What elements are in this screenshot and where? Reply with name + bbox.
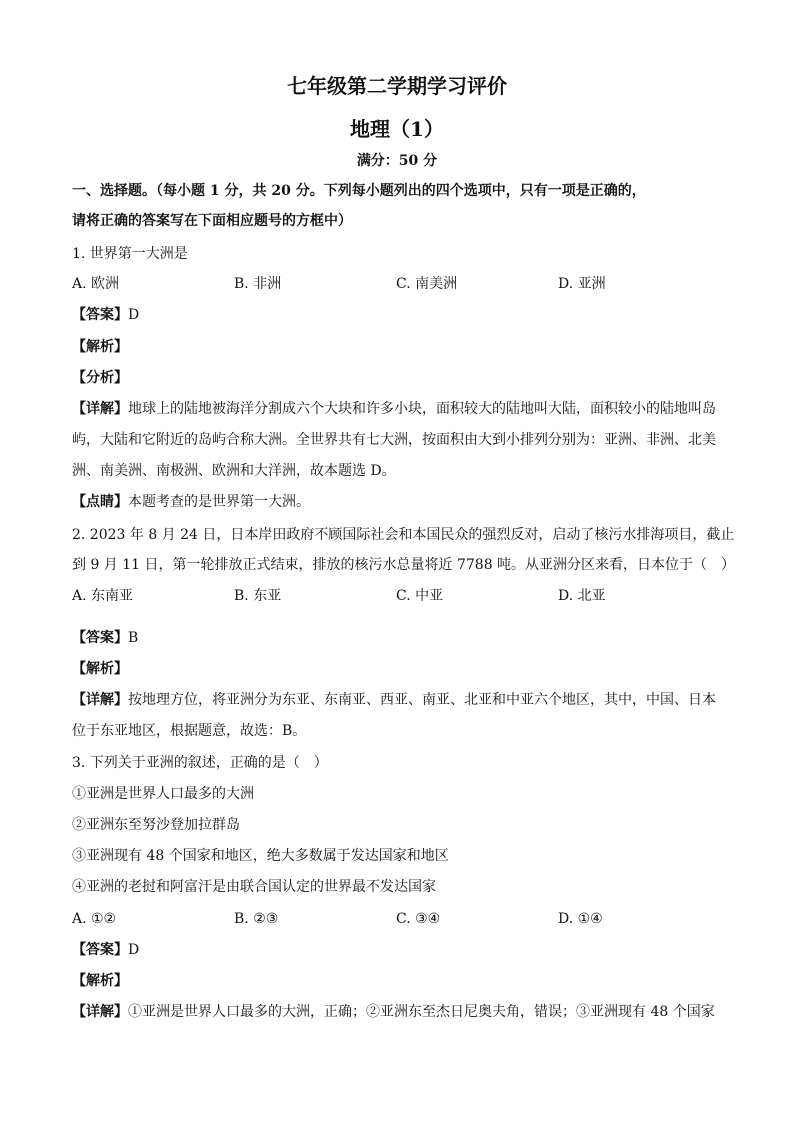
q3-detail-line1 <box>72 1002 732 1022</box>
comment-text: 本题考查的是世界第一大洲。 <box>128 494 310 510</box>
q2-stem-line2: 到 9 月 11 日，第一轮排放正式结束，排放的核污水总量将近 7788 吨。从亚洲分区来看，日本位于（ ） <box>72 557 736 573</box>
q3-answer <box>72 940 732 960</box>
q1-detail-line1 <box>72 399 732 419</box>
detail-text: 地球上的陆地被海洋分割成六个大块和许多小块，面积较大的陆地叫大陆，面积较小的陆地叫岛 <box>128 401 716 417</box>
q1-answer <box>72 305 732 325</box>
comment-tag: 【点睛】 <box>72 494 128 510</box>
q2-stem-line1: 2. 2023 年 8 月 24 日，日本岸田政府不顾国际社会和本国民众的强烈反对，启动了核污水排海项目，截止 <box>72 527 735 543</box>
section-instructions-line1: 一、选择题。（每小题 1 分，共 20 分。下列每小题列出的四个选项中，只有一项是正确的， <box>72 183 646 199</box>
q2-analysis-tag <box>72 659 732 679</box>
analysis-tag: 【解析】 <box>72 339 128 355</box>
q1-stem: 1. 世界第一大洲是 <box>72 246 188 262</box>
q3-option-b: B. ②③ <box>234 911 279 927</box>
q3-item-2: ②亚洲东至努沙登加拉群岛 <box>72 817 240 833</box>
q2-option-b: B. 东亚 <box>234 588 282 604</box>
q2-option-d: D. 北亚 <box>558 588 606 604</box>
q1-analysis-tag <box>72 337 732 357</box>
q3-option-a: A. ①② <box>72 911 117 927</box>
detail-text: 按地理方位，将亚洲分为东亚、东南亚、西亚、南亚、北亚和中亚六个地区，其中，中国、日本 <box>128 692 716 708</box>
q3-stem: 3. 下列关于亚洲的叙述，正确的是（ ） <box>72 755 328 771</box>
answer-value: B <box>128 630 139 646</box>
subject-title: 地理（1） <box>350 117 444 141</box>
q3-option-c: C. ③④ <box>396 911 441 927</box>
q3-item-3: ③亚洲现有 48 个国家和地区，绝大多数属于发达国家和地区 <box>72 848 449 864</box>
detail-text: ①亚洲是世界人口最多的大洲，正确；②亚洲东至杰日尼奥夫角，错误；③亚洲现有 48 个国家 <box>128 1004 715 1020</box>
answer-value: D <box>128 942 140 958</box>
q1-option-d: D. 亚洲 <box>558 276 606 292</box>
q3-analysis-tag <box>72 971 732 991</box>
analysis-tag: 【解析】 <box>72 661 128 677</box>
section-instructions-line2: 请将正确的答案写在下面相应题号的方框中） <box>72 213 352 229</box>
answer-tag: 【答案】 <box>72 942 128 958</box>
answer-tag: 【答案】 <box>72 307 128 323</box>
q1-detail-line2: 屿，大陆和它附近的岛屿合称大洲。全世界共有七大洲，按面积由大到小排列分别为：亚洲、非洲、北美 <box>72 432 716 448</box>
full-score: 满分：50 分 <box>356 153 438 169</box>
answer-tag: 【答案】 <box>72 630 128 646</box>
q3-item-4: ④亚洲的老挝和阿富汗是由联合国认定的世界最不发达国家 <box>72 879 436 895</box>
fenxi-tag: 【分析】 <box>72 370 128 386</box>
q3-item-1: ①亚洲是世界人口最多的大洲 <box>72 786 254 802</box>
q2-option-a: A. 东南亚 <box>72 588 134 604</box>
detail-tag: 【详解】 <box>72 401 128 417</box>
analysis-tag: 【解析】 <box>72 973 128 989</box>
q2-detail-line2: 位于东亚地区，根据题意，故选：B。 <box>72 723 307 739</box>
detail-tag: 【详解】 <box>72 692 128 708</box>
q1-detail-line3: 洲、南美洲、南极洲、欧洲和大洋洲，故本题选 D。 <box>72 463 396 479</box>
q1-option-c: C. 南美洲 <box>396 276 458 292</box>
detail-tag: 【详解】 <box>72 1004 128 1020</box>
q1-option-a: A. 欧洲 <box>72 276 120 292</box>
q2-answer <box>72 628 732 648</box>
answer-value: D <box>128 307 140 323</box>
q2-option-c: C. 中亚 <box>396 588 444 604</box>
q2-detail-line1 <box>72 690 732 710</box>
q3-option-d: D. ①④ <box>558 911 603 927</box>
q1-option-b: B. 非洲 <box>234 276 282 292</box>
q1-fenxi-tag <box>72 368 732 388</box>
q1-comment <box>72 492 732 512</box>
exam-title: 七年级第二学期学习评价 <box>287 74 507 98</box>
